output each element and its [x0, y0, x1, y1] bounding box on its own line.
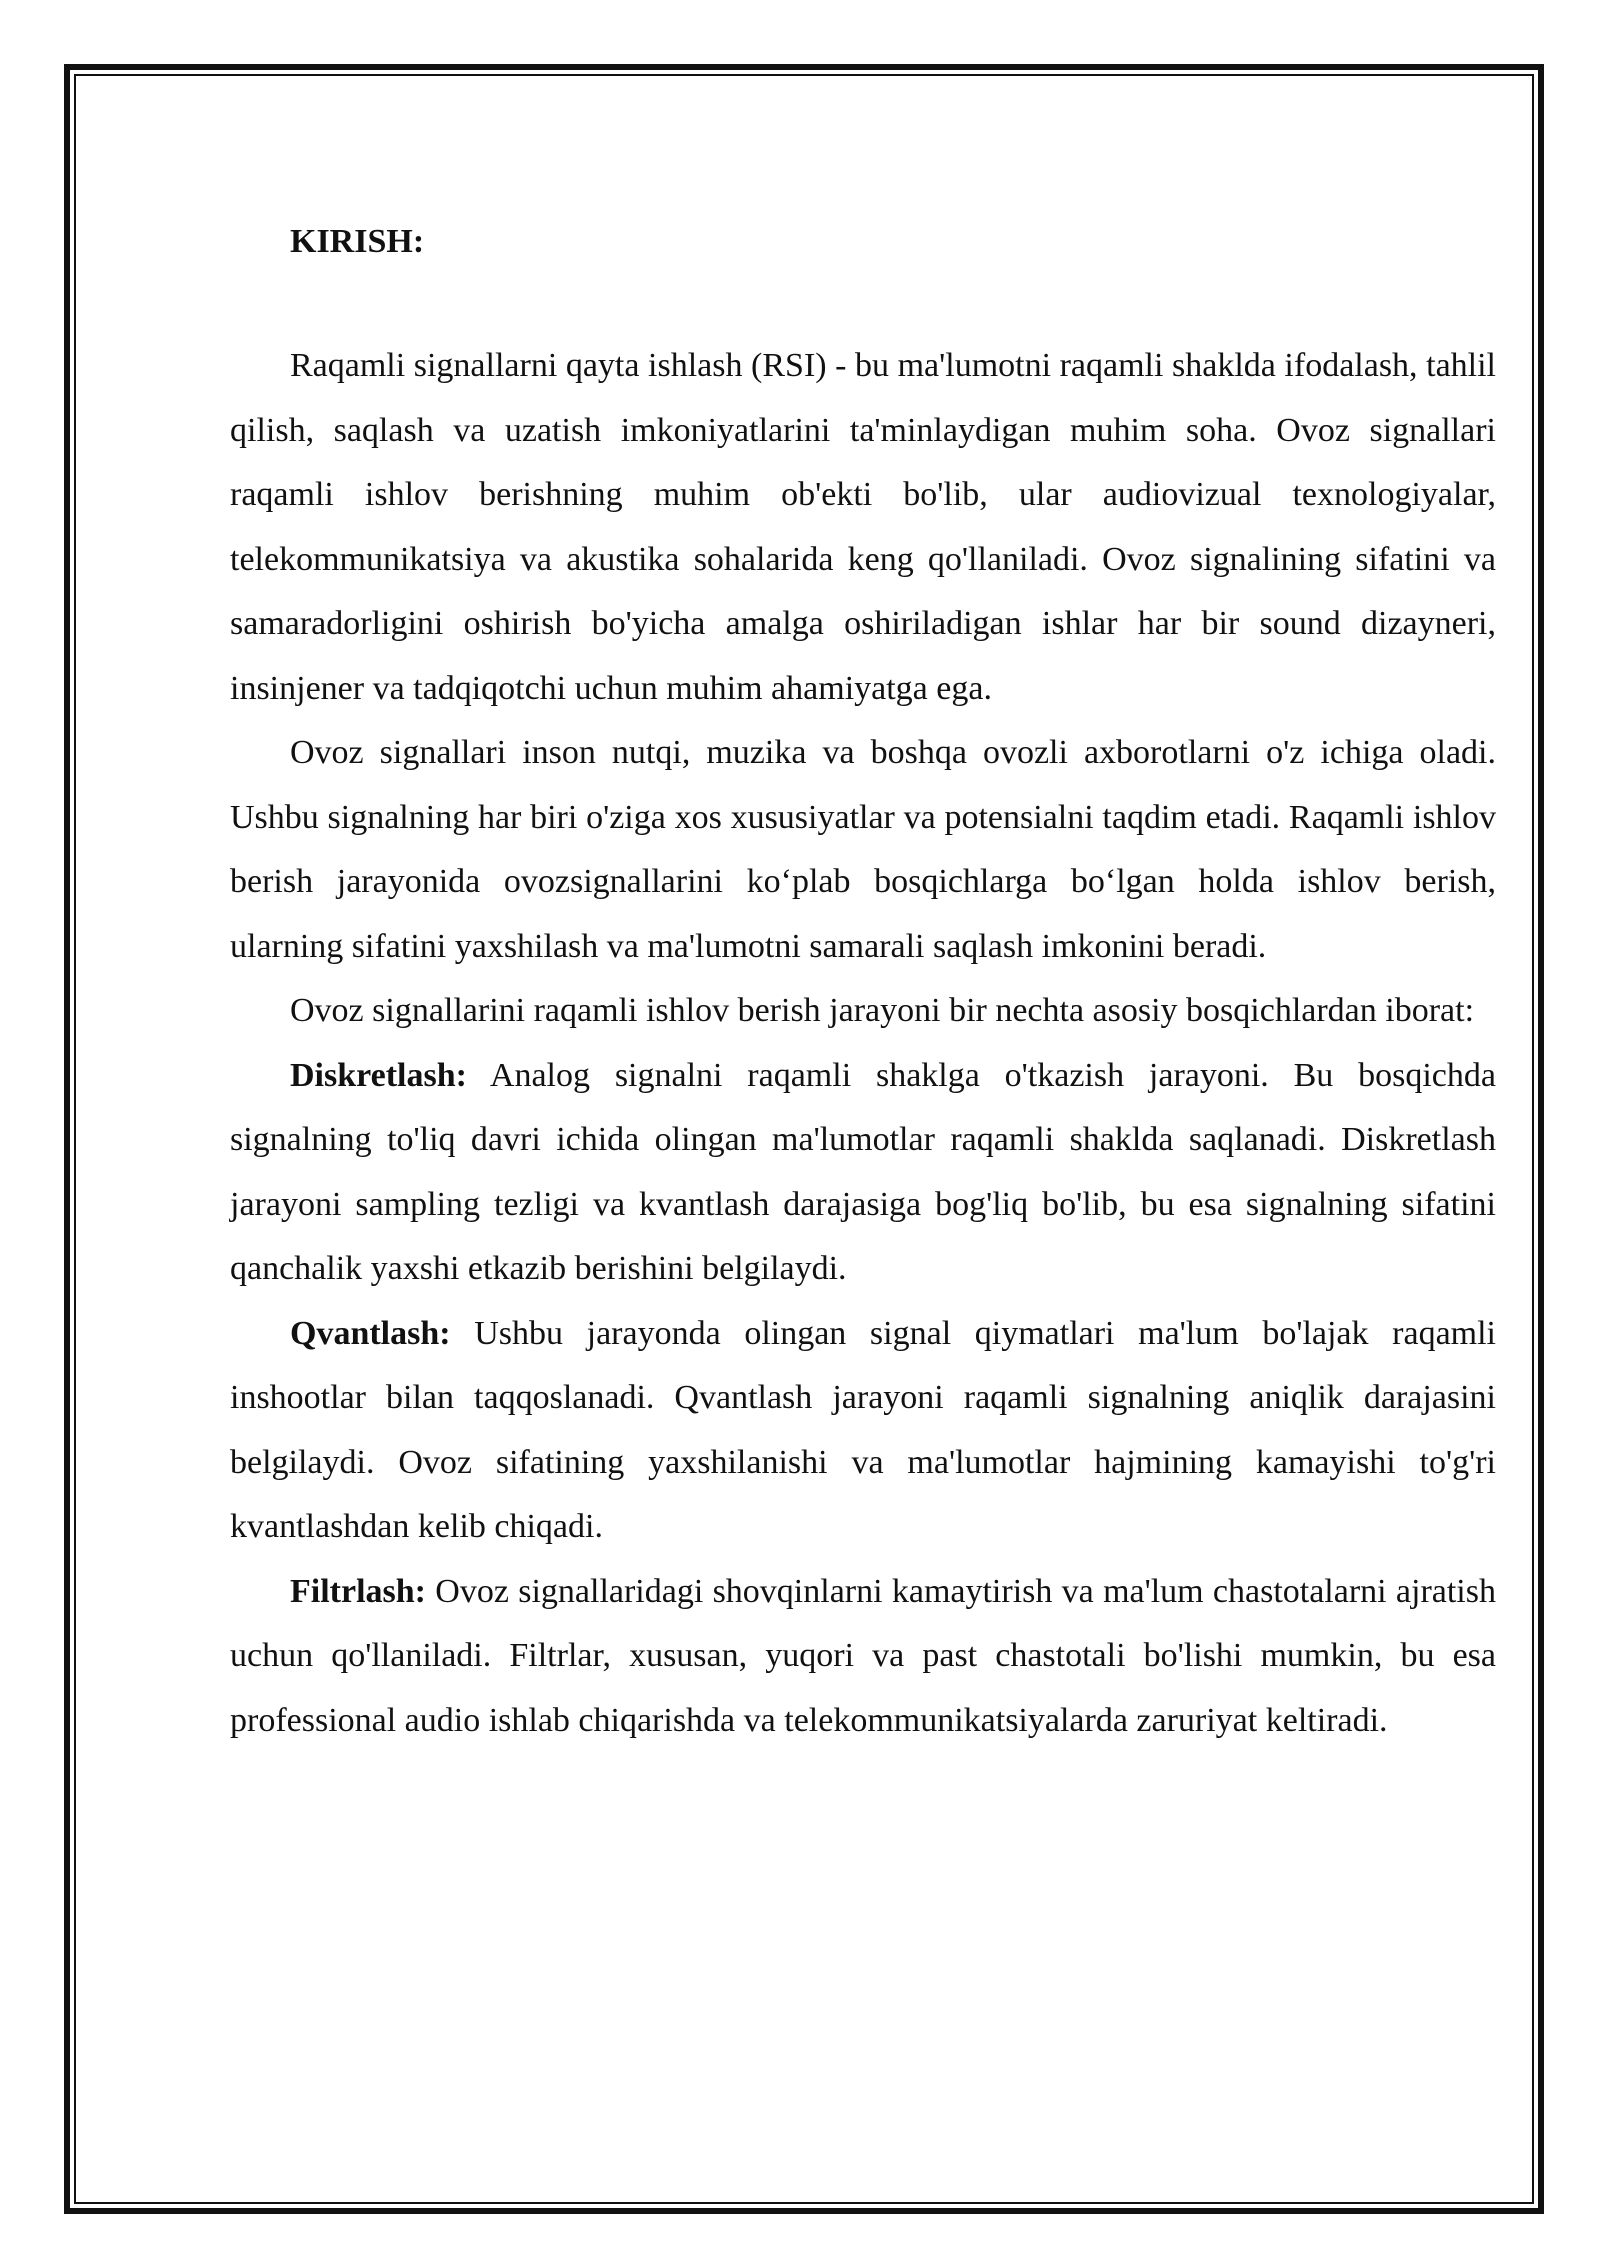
- term-filtering-text: Ovoz signallaridagi shovqinlarni kamaytirish va ma'lum chastotalarni ajratish uchun qo'llaniladi. Filtrlar, xususan, yuqori va past chastotali bo'lishi mumkin, bu esa professional audio ishlab chiqarishda va telekommunikatsiyalarda zaruriyat keltiradi.: [230, 1572, 1496, 1739]
- term-filtering: Filtrlash:: [290, 1572, 426, 1610]
- term-quantization: Qvantlash:: [290, 1314, 451, 1352]
- voice-signals-paragraph: Ovoz signallari inson nutqi, muzika va boshqa ovozli axborotlarni o'z ichiga oladi. Ushbu signalning har biri o'ziga xos xususiyatlar va potensialni taqdim etadi. Raqamli ishlov berish jarayonida ovozsignallarini ko‘plab bosqichlarga bo‘lgan holda ishlov berish, ularning sifatini yaxshilash va ma'lumotni samarali saqlash imkonini beradi.: [230, 734, 1496, 965]
- term-discretization-text: Analog signalni raqamli shaklga o'tkazish jarayoni. Bu bosqichda signalning to'liq davri ichida olingan ma'lumotlar raqamli shaklda saqlanadi. Diskretlash jarayoni sampling tezligi va kvantlash darajasiga bog'liq bo'lib, bu esa signalning sifatini qanchalik yaxshi etkazib berishini belgilaydi.: [230, 1056, 1496, 1287]
- term-quantization-text: Ushbu jarayonda olingan signal qiymatlari ma'lum bo'lajak raqamli inshootlar bilan taqqoslanadi. Qvantlash jarayoni raqamli signalning aniqlik darajasini belgilaydi. Ovoz sifatining yaxshilanishi va ma'lumotlar hajmining kamayishi to'g'ri kvantlashdan kelib chiqadi.: [230, 1314, 1496, 1545]
- term-paragraph-quantization: [230, 1302, 1496, 1560]
- document-body: [230, 200, 1496, 1753]
- section-heading: KIRISH:: [290, 223, 425, 260]
- intro-paragraph: Raqamli signallarni qayta ishlash (RSI) - bu ma'lumotni raqamli shaklda ifodalash, tahlil qilish, saqlash va uzatish imkoniyatlarini ta'minlaydigan muhim soha. Ovoz signallari raqamli ishlov berishning muhim ob'ekti bo'lib, ular audiovizual texnologiyalar, telekommunikatsiya va akustika sohalarida keng qo'llaniladi. Ovoz signalining sifatini va samaradorligini oshirish bo'yicha amalga oshiriladigan ishlar har bir sound dizayneri, insinjener va tadqiqotchi uchun muhim ahamiyatga ega.: [230, 347, 1496, 707]
- term-paragraph-discretization: [230, 1044, 1496, 1302]
- stages-intro-paragraph: Ovoz signallarini raqamli ishlov berish jarayoni bir nechta asosiy bosqichlardan iborat:: [290, 992, 1475, 1029]
- term-discretization: Diskretlash:: [290, 1056, 467, 1094]
- term-paragraph-filtering: [230, 1560, 1496, 1754]
